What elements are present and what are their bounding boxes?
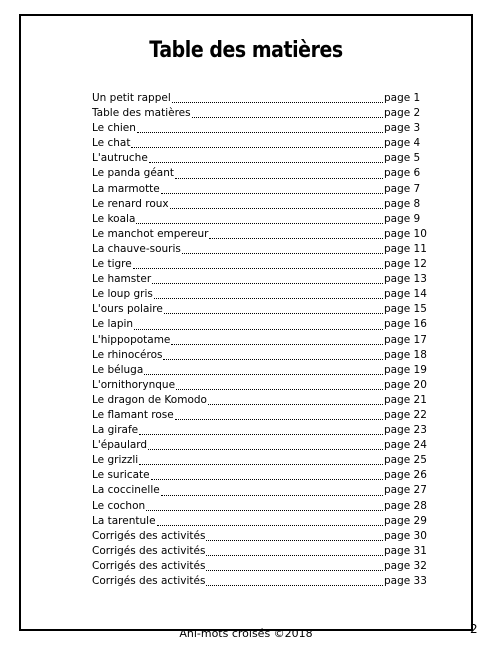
dot-leader bbox=[170, 208, 383, 209]
dot-leader bbox=[206, 555, 383, 556]
toc-entry-label: Corrigés des activités bbox=[92, 559, 206, 572]
toc-entry-label: Corrigés des activités bbox=[92, 575, 206, 587]
dot-leader bbox=[206, 570, 383, 571]
dot-leader bbox=[148, 449, 383, 450]
toc-entry-page: page 32 bbox=[384, 559, 427, 572]
toc-entry-page: page 24 bbox=[384, 439, 427, 452]
dot-leader bbox=[139, 464, 383, 465]
dot-leader bbox=[151, 479, 383, 480]
dot-leader bbox=[171, 344, 383, 345]
toc-entry-label: Le grizzli bbox=[92, 454, 139, 467]
toc-entry[interactable] bbox=[92, 333, 428, 348]
toc-entry-page: page 15 bbox=[384, 303, 427, 316]
dot-leader bbox=[176, 389, 383, 390]
toc-entry-page: page 14 bbox=[384, 288, 427, 301]
toc-entry-label: Le flamant rose bbox=[92, 408, 174, 421]
toc-entry[interactable] bbox=[92, 483, 428, 498]
toc-entry-page: page 13 bbox=[384, 273, 427, 286]
toc-entry[interactable] bbox=[92, 302, 428, 317]
dot-leader bbox=[161, 495, 383, 496]
toc-entry[interactable] bbox=[92, 393, 428, 408]
toc-entry[interactable] bbox=[92, 408, 428, 423]
toc-entry-label: La girafe bbox=[92, 424, 139, 437]
toc-entry-label: Un petit rappel bbox=[92, 92, 171, 104]
toc-entry[interactable] bbox=[92, 151, 428, 166]
toc-entry-label: La chauve-souris bbox=[92, 242, 181, 255]
dot-leader bbox=[144, 374, 383, 375]
page-title: Table des matières bbox=[149, 38, 343, 63]
dot-leader bbox=[152, 283, 383, 284]
toc-entry-label: Le renard roux bbox=[92, 197, 169, 210]
toc-entry[interactable] bbox=[92, 106, 428, 121]
dot-leader bbox=[209, 238, 383, 239]
toc-entry-page: page 19 bbox=[384, 363, 427, 376]
toc-entry-label: Le rhinocéros bbox=[92, 348, 163, 361]
toc-entry[interactable] bbox=[92, 574, 428, 589]
dot-leader bbox=[163, 359, 383, 360]
toc-entry[interactable] bbox=[92, 91, 428, 106]
toc-entry-page: page 16 bbox=[384, 318, 427, 331]
toc-entry-label: Le panda géant bbox=[92, 167, 174, 180]
toc-entry-label: Table des matières bbox=[92, 107, 191, 120]
toc-entry[interactable] bbox=[92, 287, 428, 302]
toc-entry-label: Le suricate bbox=[92, 469, 150, 482]
toc-entry[interactable] bbox=[92, 197, 428, 212]
toc-entry-page: page 18 bbox=[384, 348, 427, 361]
toc-entry[interactable] bbox=[92, 423, 428, 438]
toc-entry[interactable] bbox=[92, 363, 428, 378]
toc-entry[interactable] bbox=[92, 182, 428, 197]
toc-entry[interactable] bbox=[92, 348, 428, 363]
toc-entry-page: page 27 bbox=[384, 484, 427, 497]
dot-leader bbox=[164, 313, 383, 314]
toc-entry[interactable] bbox=[92, 257, 428, 272]
toc-entry-label: L'hippopotame bbox=[92, 333, 171, 346]
toc-entry-label: La tarentule bbox=[92, 514, 156, 527]
toc-entry[interactable] bbox=[92, 227, 428, 242]
toc-entry-label: Corrigés des activités bbox=[92, 544, 206, 557]
toc-entry-page: page 11 bbox=[384, 242, 427, 255]
toc-entry-page: page 25 bbox=[384, 454, 427, 467]
dot-leader bbox=[206, 540, 383, 541]
toc-entry[interactable] bbox=[92, 529, 428, 544]
dot-leader bbox=[137, 132, 383, 133]
toc-entry-page: page 8 bbox=[384, 197, 421, 210]
dot-leader bbox=[161, 193, 383, 194]
toc-entry-page: page 17 bbox=[384, 333, 427, 346]
dot-leader bbox=[157, 525, 383, 526]
toc-entry-page: page 12 bbox=[384, 258, 427, 271]
toc-entry[interactable] bbox=[92, 559, 428, 574]
dot-leader bbox=[133, 268, 383, 269]
toc-entry-label: Le tigre bbox=[92, 258, 132, 271]
toc-entry[interactable] bbox=[92, 453, 428, 468]
toc-entry-page: page 2 bbox=[384, 107, 421, 120]
dot-leader bbox=[139, 434, 383, 435]
toc-entry[interactable] bbox=[92, 212, 428, 227]
dot-leader bbox=[134, 329, 383, 330]
toc-entry-page: page 29 bbox=[384, 514, 427, 527]
toc-entry-page: page 6 bbox=[384, 167, 421, 180]
toc-entry-page: page 9 bbox=[384, 212, 421, 225]
toc-entry[interactable] bbox=[92, 544, 428, 559]
toc-entry-page: page 23 bbox=[384, 424, 427, 437]
table-of-contents bbox=[92, 91, 428, 589]
page-number: 2 bbox=[470, 622, 478, 636]
dot-leader bbox=[182, 253, 383, 254]
dot-leader bbox=[149, 162, 383, 163]
toc-entry-page: page 1 bbox=[384, 92, 421, 104]
dot-leader bbox=[136, 223, 383, 224]
toc-entry-label: L'épaulard bbox=[92, 439, 148, 452]
dot-leader bbox=[175, 419, 383, 420]
toc-entry-page: page 10 bbox=[384, 227, 427, 240]
toc-entry[interactable] bbox=[92, 136, 428, 151]
toc-entry[interactable] bbox=[92, 272, 428, 287]
toc-entry-page: page 31 bbox=[384, 544, 427, 557]
toc-entry-page: page 21 bbox=[384, 393, 427, 406]
toc-entry-label: Le lapin bbox=[92, 318, 134, 331]
dot-leader bbox=[131, 147, 383, 148]
toc-entry-label: Corrigés des activités bbox=[92, 529, 206, 542]
toc-entry[interactable] bbox=[92, 317, 428, 332]
dot-leader bbox=[208, 404, 383, 405]
toc-entry-label: L'ornithorynque bbox=[92, 378, 176, 391]
toc-entry[interactable] bbox=[92, 121, 428, 136]
toc-entry[interactable] bbox=[92, 468, 428, 483]
toc-entry-label: La coccinelle bbox=[92, 484, 160, 497]
toc-entry-label: Le dragon de Komodo bbox=[92, 393, 207, 406]
dot-leader bbox=[175, 178, 383, 179]
toc-entry[interactable] bbox=[92, 242, 428, 257]
toc-entry[interactable] bbox=[92, 438, 428, 453]
dot-leader bbox=[146, 510, 383, 511]
toc-entry-label: La marmotte bbox=[92, 182, 160, 195]
toc-entry-page: page 3 bbox=[384, 122, 421, 135]
dot-leader bbox=[206, 585, 383, 586]
toc-entry-label: Le cochon bbox=[92, 499, 146, 512]
toc-entry-page: page 28 bbox=[384, 499, 427, 512]
page-border bbox=[19, 14, 478, 640]
toc-entry-label: Le koala bbox=[92, 212, 136, 225]
toc-entry-page: page 7 bbox=[384, 182, 421, 195]
toc-entry-label: Le loup gris bbox=[92, 288, 153, 301]
toc-entry-label: Le manchot empereur bbox=[92, 227, 209, 240]
toc-entry-page: page 30 bbox=[384, 529, 427, 542]
footer-credit: Ani-mots croisés ©2018 bbox=[179, 627, 313, 640]
toc-entry[interactable] bbox=[92, 378, 428, 393]
toc-entry-label: Le chat bbox=[92, 137, 131, 150]
toc-entry[interactable] bbox=[92, 499, 428, 514]
toc-entry-page: page 26 bbox=[384, 469, 427, 482]
toc-entry-page: page 33 bbox=[384, 575, 427, 587]
toc-entry[interactable] bbox=[92, 166, 428, 181]
toc-entry-page: page 4 bbox=[384, 137, 421, 150]
dot-leader bbox=[172, 102, 383, 103]
toc-entry[interactable] bbox=[92, 514, 428, 529]
toc-entry-label: Le béluga bbox=[92, 363, 144, 376]
toc-entry-page: page 20 bbox=[384, 378, 427, 391]
toc-entry-page: page 22 bbox=[384, 408, 427, 421]
toc-entry-label: Le chien bbox=[92, 122, 136, 135]
dot-leader bbox=[154, 298, 383, 299]
dot-leader bbox=[192, 117, 383, 118]
toc-entry-page: page 5 bbox=[384, 152, 421, 165]
toc-entry-label: L'ours polaire bbox=[92, 303, 163, 316]
toc-entry-label: L'autruche bbox=[92, 152, 148, 165]
toc-entry-label: Le hamster bbox=[92, 273, 152, 286]
